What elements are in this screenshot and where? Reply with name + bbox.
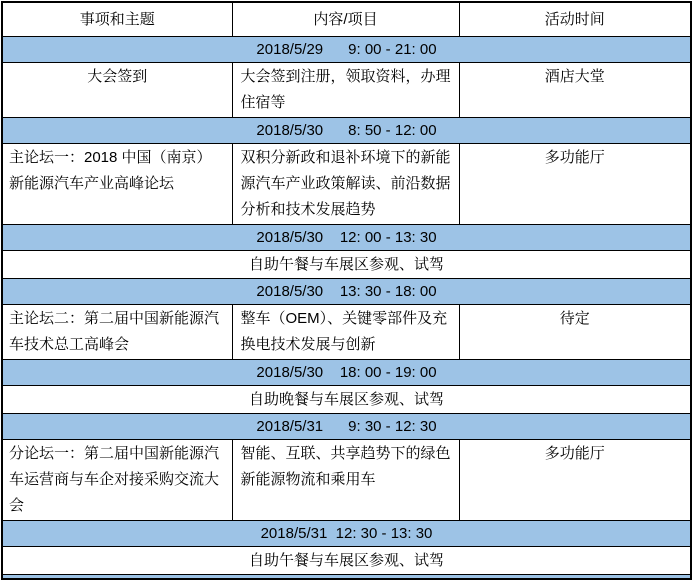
- session-topic-cell: 大会签到: [2, 63, 232, 118]
- date-row: [2, 360, 691, 386]
- activity-cell: 自助午餐与车展区参观、试驾: [2, 547, 691, 575]
- header-row: [2, 2, 691, 37]
- date-banner: 2018/5/30 18: 00 - 19: 00: [2, 360, 691, 386]
- session-topic-cell: 分论坛一：第二届中国新能源汽车运营商与车企对接采购交流大会: [2, 440, 232, 521]
- date-row: [2, 521, 691, 547]
- date-banner: 2018/5/31 9: 30 - 12: 30: [2, 414, 691, 440]
- session-topic-cell: 主论坛一：2018 中国（南京）新能源汽车产业高峰论坛: [2, 144, 232, 225]
- header-cell-time: 活动时间: [459, 2, 691, 37]
- date-row: [2, 414, 691, 440]
- session-venue-cell: 酒店大堂: [459, 63, 691, 118]
- partial-date-banner: [2, 575, 691, 580]
- activity-row: [2, 547, 691, 575]
- session-row: [2, 305, 691, 360]
- conference-schedule-table: [1, 1, 692, 580]
- session-row: [2, 440, 691, 521]
- activity-cell: 自助晚餐与车展区参观、试驾: [2, 386, 691, 414]
- date-banner: 2018/5/29 9: 00 - 21: 00: [2, 37, 691, 63]
- session-row: [2, 63, 691, 118]
- activity-row: [2, 251, 691, 279]
- session-topic-cell: 主论坛二：第二届中国新能源汽车技术总工高峰会: [2, 305, 232, 360]
- date-row: [2, 37, 691, 63]
- date-row: [2, 279, 691, 305]
- session-content-cell: 双积分新政和退补环境下的新能源汽车产业政策解读、前沿数据分析和技术发展趋势: [232, 144, 459, 225]
- session-content-cell: 整车（OEM）、关键零部件及充换电技术发展与创新: [232, 305, 459, 360]
- session-venue-cell: 多功能厅: [459, 440, 691, 521]
- date-banner: 2018/5/30 12: 00 - 13: 30: [2, 225, 691, 251]
- activity-cell: 自助午餐与车展区参观、试驾: [2, 251, 691, 279]
- date-row: [2, 225, 691, 251]
- date-row: [2, 118, 691, 144]
- date-banner: 2018/5/30 8: 50 - 12: 00: [2, 118, 691, 144]
- header-cell-content: 内容/项目: [232, 2, 459, 37]
- session-content-cell: 智能、互联、共享趋势下的绿色新能源物流和乘用车: [232, 440, 459, 521]
- session-content-cell: 大会签到注册，领取资料，办理住宿等: [232, 63, 459, 118]
- session-venue-cell: 多功能厅: [459, 144, 691, 225]
- partial-next-date-row: [2, 575, 691, 580]
- session-row: [2, 144, 691, 225]
- session-venue-cell: 待定: [459, 305, 691, 360]
- activity-row: [2, 386, 691, 414]
- date-banner: 2018/5/30 13: 30 - 18: 00: [2, 279, 691, 305]
- header-cell-topic: 事项和主题: [2, 2, 232, 37]
- date-banner: 2018/5/31 12: 30 - 13: 30: [2, 521, 691, 547]
